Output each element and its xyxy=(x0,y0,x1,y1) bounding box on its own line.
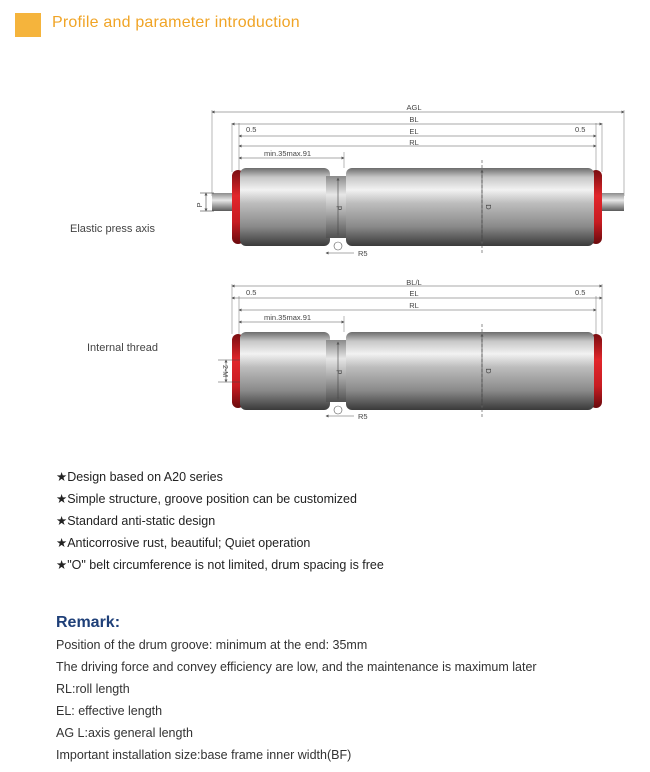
page-title: Profile and parameter introduction xyxy=(52,14,300,31)
roller-body-left xyxy=(240,168,330,246)
dim-bl: BL xyxy=(409,115,419,124)
remark-line: EL: effective length xyxy=(56,704,163,718)
roller-body-right xyxy=(346,168,594,246)
remark-line: Position of the drum groove: minimum at the end: 35mm xyxy=(56,638,368,652)
dim-rl-2: RL xyxy=(409,301,419,310)
diagram-elastic-press-axis xyxy=(195,103,624,258)
dim-agl: AGL xyxy=(406,103,422,112)
roller-body-left-2 xyxy=(240,332,330,410)
dim-d-small-2: d xyxy=(335,369,344,375)
dim-groove-2: min.35max.91 xyxy=(264,313,312,322)
remark-line: AG L:axis general length xyxy=(56,726,193,740)
dim-gap-right-2: 0.5 xyxy=(575,288,586,297)
dim-r5: R5 xyxy=(358,249,368,258)
dim-d-big-2: D xyxy=(484,368,493,374)
dim-p: P xyxy=(195,202,204,208)
dim-d-big: D xyxy=(484,204,493,210)
feature-item: ★"O" belt circumference is not limited, drum spacing is free xyxy=(56,558,384,572)
dim-gap-left: 0.5 xyxy=(246,125,257,134)
dim-r5-2: R5 xyxy=(358,412,368,421)
remark-list xyxy=(56,634,537,766)
dim-el-2: EL xyxy=(409,289,419,298)
diagram-internal-thread xyxy=(218,278,602,421)
remark-title: Remark: xyxy=(56,614,121,631)
dim-bl-l: BL/L xyxy=(406,278,422,287)
dim-el: EL xyxy=(409,127,419,136)
dim-groove: min.35max.91 xyxy=(264,149,312,158)
feature-item: ★Standard anti-static design xyxy=(56,514,216,528)
dim-d-small: d xyxy=(335,205,344,211)
remark-line: The driving force and convey efficiency are low, and the maintenance is maximum later xyxy=(56,660,537,674)
dim-m: 2-M xyxy=(221,364,228,378)
feature-item: ★Design based on A20 series xyxy=(56,470,223,484)
feature-list xyxy=(56,466,384,576)
remark-line: RL:roll length xyxy=(56,682,130,696)
feature-item: ★Simple structure, groove position can be customized xyxy=(56,492,357,506)
label-elastic-press-axis: Elastic press axis xyxy=(70,223,155,235)
dim-gap-right: 0.5 xyxy=(575,125,586,134)
dim-gap-left-2: 0.5 xyxy=(246,288,257,297)
roller-body-right-2 xyxy=(346,332,594,410)
label-internal-thread: Internal thread xyxy=(87,342,158,354)
dim-rl: RL xyxy=(409,138,419,147)
remark-line: Important installation size:base frame inner width(BF) xyxy=(56,748,352,762)
feature-item: ★Anticorrosive rust, beautiful; Quiet operation xyxy=(56,536,311,550)
